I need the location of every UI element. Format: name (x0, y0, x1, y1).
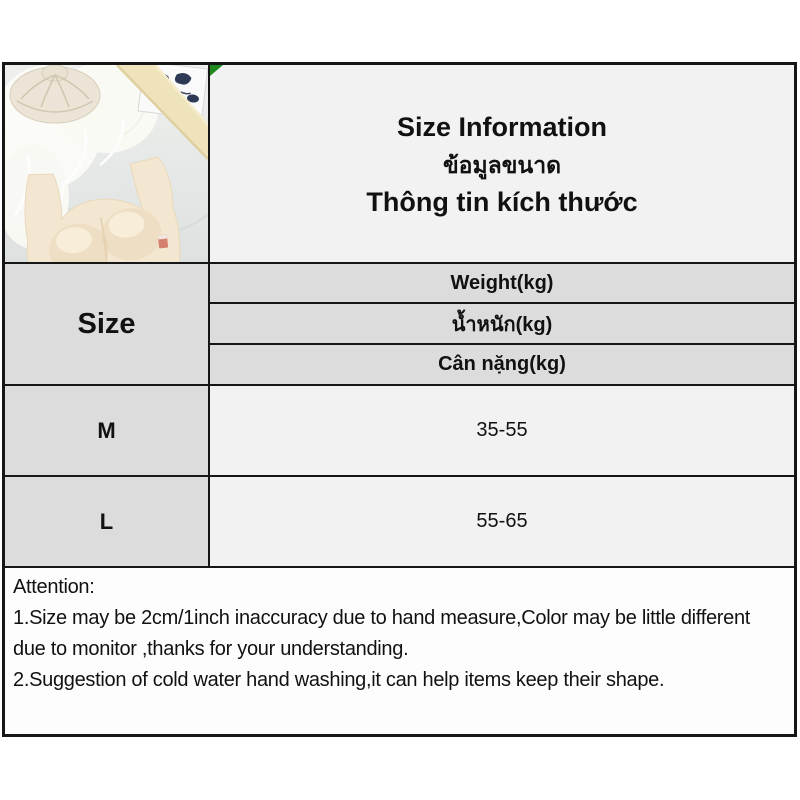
size-m-label: M (5, 386, 208, 475)
weight-header-vietnamese: Cân nặng(kg) (210, 345, 794, 384)
title-vietnamese: Thông tin kích thước (366, 186, 638, 217)
title-thai: ข้อมูลขนาด (442, 151, 562, 178)
size-column-header (5, 264, 208, 384)
weight-header-thai: น้ำหนัก(kg) (210, 304, 794, 343)
size-l-weight-range: 55-65 (210, 477, 794, 566)
size-m-weight-range: 35-55 (210, 386, 794, 475)
weight-header-english: Weight(kg) (210, 264, 794, 302)
title-block (210, 65, 794, 262)
attention-heading: Attention: (13, 576, 95, 598)
product-photo-illustration (5, 65, 208, 262)
product-photo (5, 65, 208, 262)
attention-note-1: 1.Size may be 2cm/1inch inaccuracy due to hand measure,Color may be little different due to monitor ,thanks for your understanding. (13, 607, 751, 660)
size-information-table (2, 62, 797, 737)
attention-note-2: 2.Suggestion of cold water hand washing,it can help items keep their shape. (13, 669, 665, 691)
attention-notes (5, 568, 794, 734)
title-english: Size Information (396, 111, 607, 142)
bra-label-tag (158, 235, 168, 249)
size-column-header-label: Size (77, 307, 136, 340)
green-corner-marker (210, 65, 223, 76)
size-l-label: L (5, 477, 208, 566)
